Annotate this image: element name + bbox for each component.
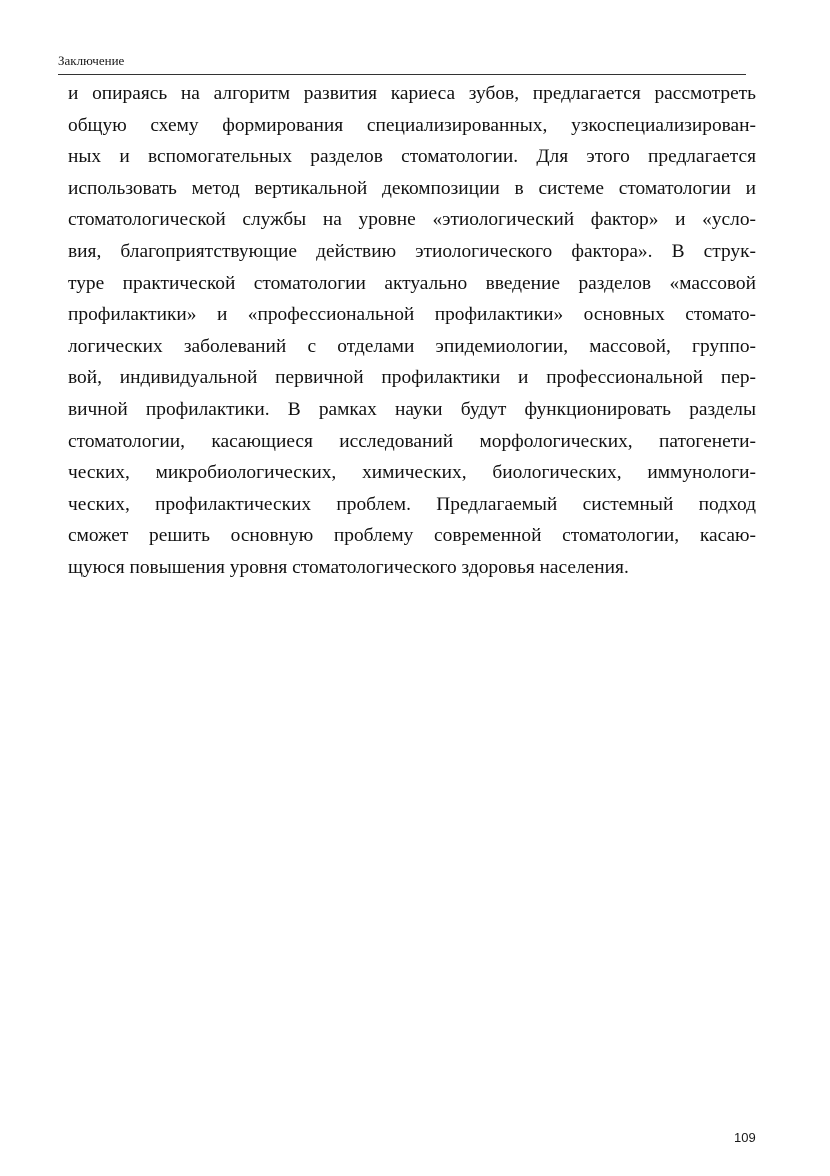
text-line: профилактики» и «профессиональной профилактики» основных стомато- (68, 304, 756, 326)
text-line: ческих, микробиологических, химических, биологических, иммунологи- (68, 462, 756, 484)
text-line: использовать метод вертикальной декомпозиции в системе стоматологии и (68, 177, 756, 199)
text-line: туре практической стоматологии актуально введение разделов «массовой (68, 272, 756, 294)
text-line: общую схему формирования специализированных, узкоспециализирован- (68, 114, 756, 136)
text-line: ных и вспомогательных разделов стоматологии. Для этого предлагается (68, 146, 756, 168)
text-line: вия, благоприятствующие действию этиологического фактора». В струк- (68, 240, 756, 262)
running-header: Заключение (58, 53, 125, 68)
text-line: вой, индивидуальной первичной профилактики и профессиональной пер- (68, 367, 756, 389)
text-line: стоматологии, касающиеся исследований морфологических, патогенети- (68, 430, 756, 452)
text-line: стоматологической службы на уровне «этиологический фактор» и «усло- (68, 209, 756, 231)
text-line: ческих, профилактических проблем. Предлагаемый системный подход (68, 493, 756, 515)
header-divider (58, 74, 746, 75)
text-line: сможет решить основную проблему современной стоматологии, касаю- (68, 525, 756, 547)
page-number: 109 (734, 1130, 756, 1145)
text-line: и опираясь на алгоритм развития кариеса зубов, предлагается рассмотреть (68, 83, 756, 104)
text-line: логических заболеваний с отделами эпидемиологии, массовой, группо- (68, 335, 756, 357)
text-line: щуюся повышения уровня стоматологического здоровья населения. (68, 556, 629, 578)
body-paragraph (68, 78, 756, 584)
text-line: вичной профилактики. В рамках науки будут функционировать разделы (68, 398, 756, 420)
